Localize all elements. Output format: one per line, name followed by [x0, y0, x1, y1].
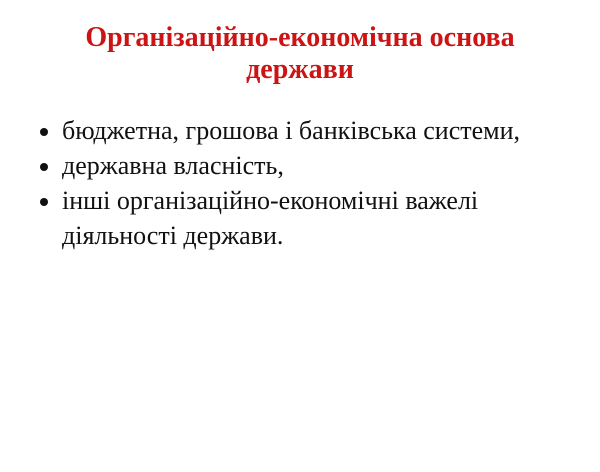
- slide-title: Організаційно-економічна основа держави: [85, 22, 515, 86]
- bullet-list: [0, 113, 557, 253]
- bullet-item: • державна власність,: [62, 148, 557, 183]
- bullet-item: • інші організаційно-економічні важелі діяльності держави.: [62, 183, 557, 253]
- bullet-item: • бюджетна, грошова і банківська системи,: [62, 113, 557, 148]
- slide: [0, 22, 600, 472]
